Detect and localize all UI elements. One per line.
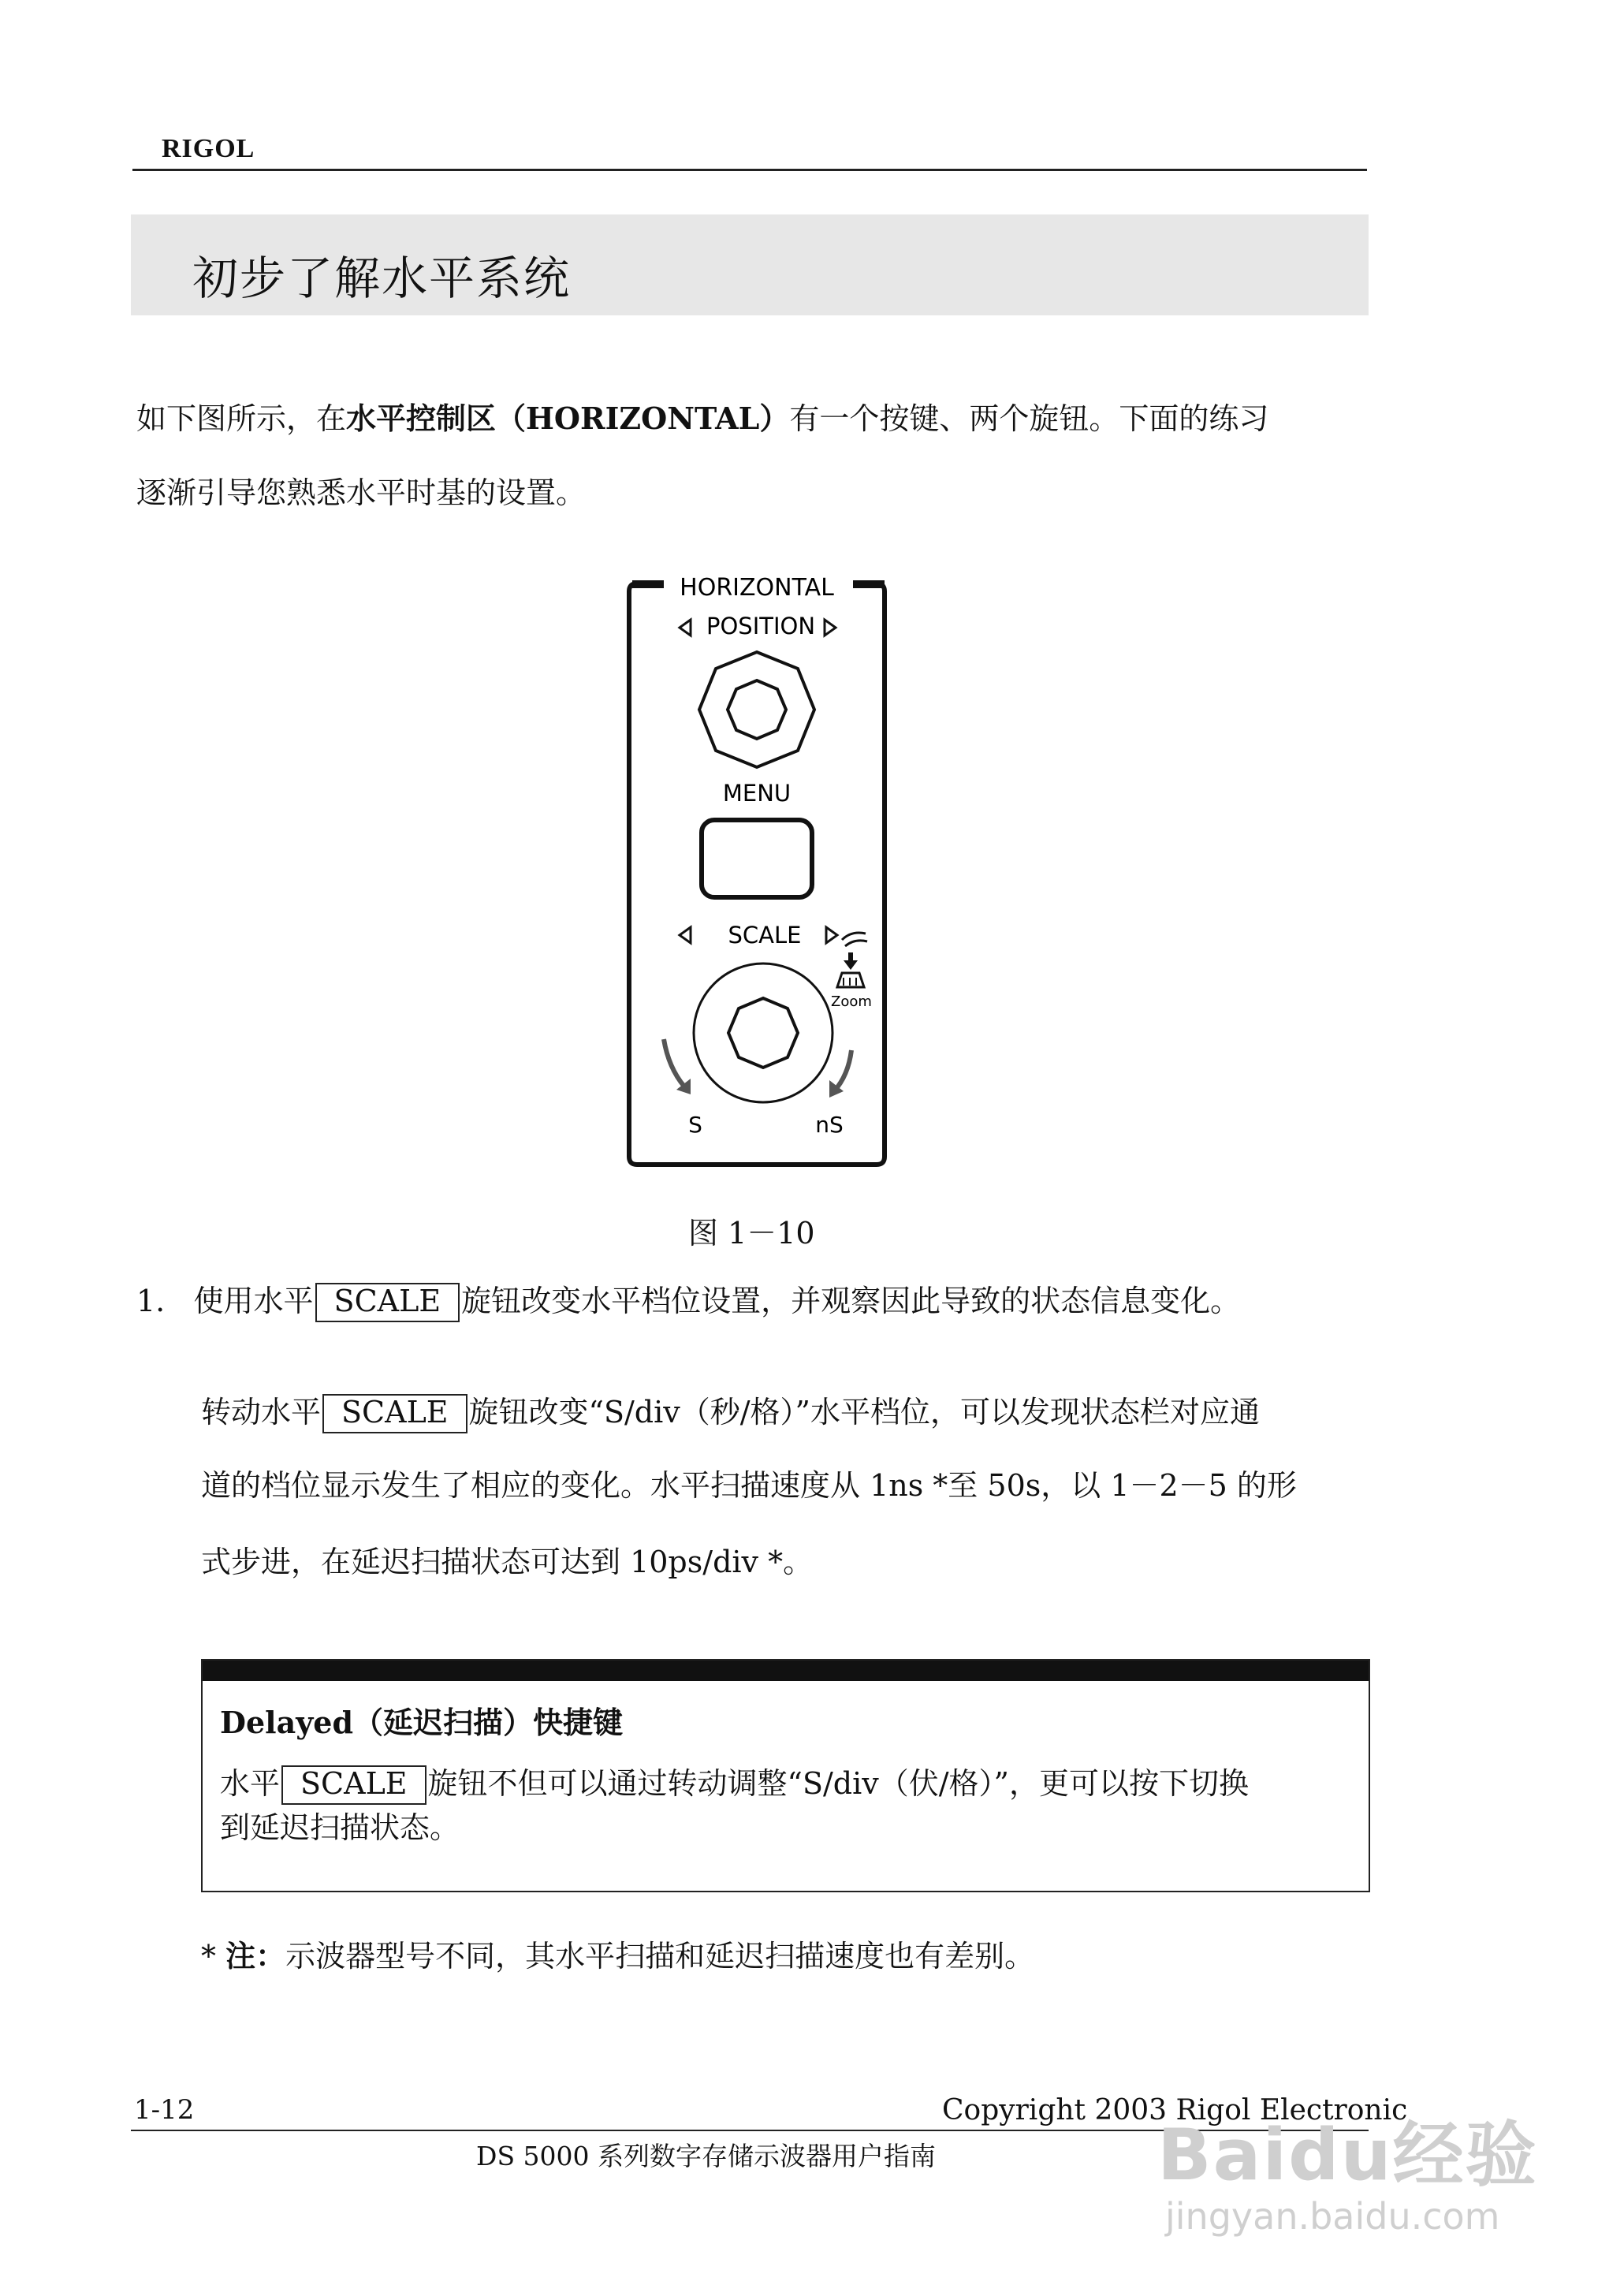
brand-logo: RIGOL	[162, 134, 255, 163]
rotate-right-icon	[834, 1050, 851, 1091]
scale-knob[interactable]	[694, 964, 832, 1102]
scale-key: SCALE	[315, 1283, 460, 1322]
scale-key: SCALE	[281, 1765, 426, 1805]
left-arrow-icon	[680, 927, 691, 943]
footnote-label: 注：	[225, 1938, 286, 1974]
note-top-bar	[203, 1660, 1369, 1681]
scale-key: SCALE	[322, 1394, 467, 1433]
header-rule	[132, 169, 1367, 171]
intro-line-2: 逐渐引导您熟悉水平时基的设置。	[136, 475, 587, 510]
s-label: S	[688, 1112, 702, 1138]
menu-label: MENU	[722, 780, 792, 807]
right-arrow-icon	[826, 927, 837, 943]
position-label: POSITION	[706, 613, 816, 639]
watermark-url: jingyan.baidu.com	[1165, 2195, 1500, 2238]
note-heading: Delayed（延迟扫描）快捷键	[220, 1705, 624, 1740]
position-knob[interactable]	[699, 652, 814, 767]
detail-line-2: 道的档位显示发生了相应的变化。水平扫描速度从 1ns *至 50s，以 1－2－5 的形	[201, 1468, 1297, 1503]
step-1: 1. 使用水平 SCALE 旋钮改变水平档位设置，并观察因此导致的状态信息变化。	[136, 1283, 1240, 1322]
section-title: 初步了解水平系统	[192, 252, 572, 305]
zoom-label: Zoom	[831, 993, 872, 1010]
figure-caption: 图 1－10	[688, 1216, 815, 1250]
manual-title: DS 5000 系列数字存储示波器用户指南	[476, 2141, 937, 2171]
menu-button[interactable]	[702, 820, 812, 897]
left-arrow-icon	[680, 620, 691, 636]
copyright: Copyright 2003 Rigol Electronic	[942, 2094, 1408, 2126]
detail-line-3: 式步进，在延迟扫描状态可达到 10ps/div *。	[201, 1545, 814, 1579]
intro-line-1: 如下图所示，在水平控制区（HORIZONTAL）有一个按键、两个旋钮。下面的练习	[136, 401, 1269, 436]
watermark-logo: Baidu经验	[1157, 2114, 1538, 2197]
detail-line-1: 转动水平 SCALE 旋钮改变“S/div（秒/格）”水平档位，可以发现状态栏对应通	[201, 1394, 1260, 1433]
note-body: 水平 SCALE 旋钮不但可以通过转动调整“S/div（伏/格）”，更可以按下切换 到延迟扫描状态。	[220, 1766, 1249, 1845]
note-box	[201, 1659, 1370, 1892]
horizontal-panel-figure	[623, 569, 891, 1176]
page-number: 1-12	[134, 2094, 195, 2126]
ns-label: nS	[815, 1112, 844, 1138]
footnote: * 注：示波器型号不同，其水平扫描和延迟扫描速度也有差别。	[201, 1938, 1035, 1974]
horizontal-label: HORIZONTAL	[680, 574, 834, 602]
right-arrow-icon	[825, 620, 836, 636]
scale-label: SCALE	[728, 922, 802, 949]
zoom-press-icon	[837, 933, 867, 987]
section-title-band	[131, 214, 1369, 315]
step-number: 1.	[136, 1284, 166, 1318]
intro-bold-term: 水平控制区（HORIZONTAL）	[346, 401, 790, 436]
rotate-left-icon	[664, 1039, 684, 1086]
